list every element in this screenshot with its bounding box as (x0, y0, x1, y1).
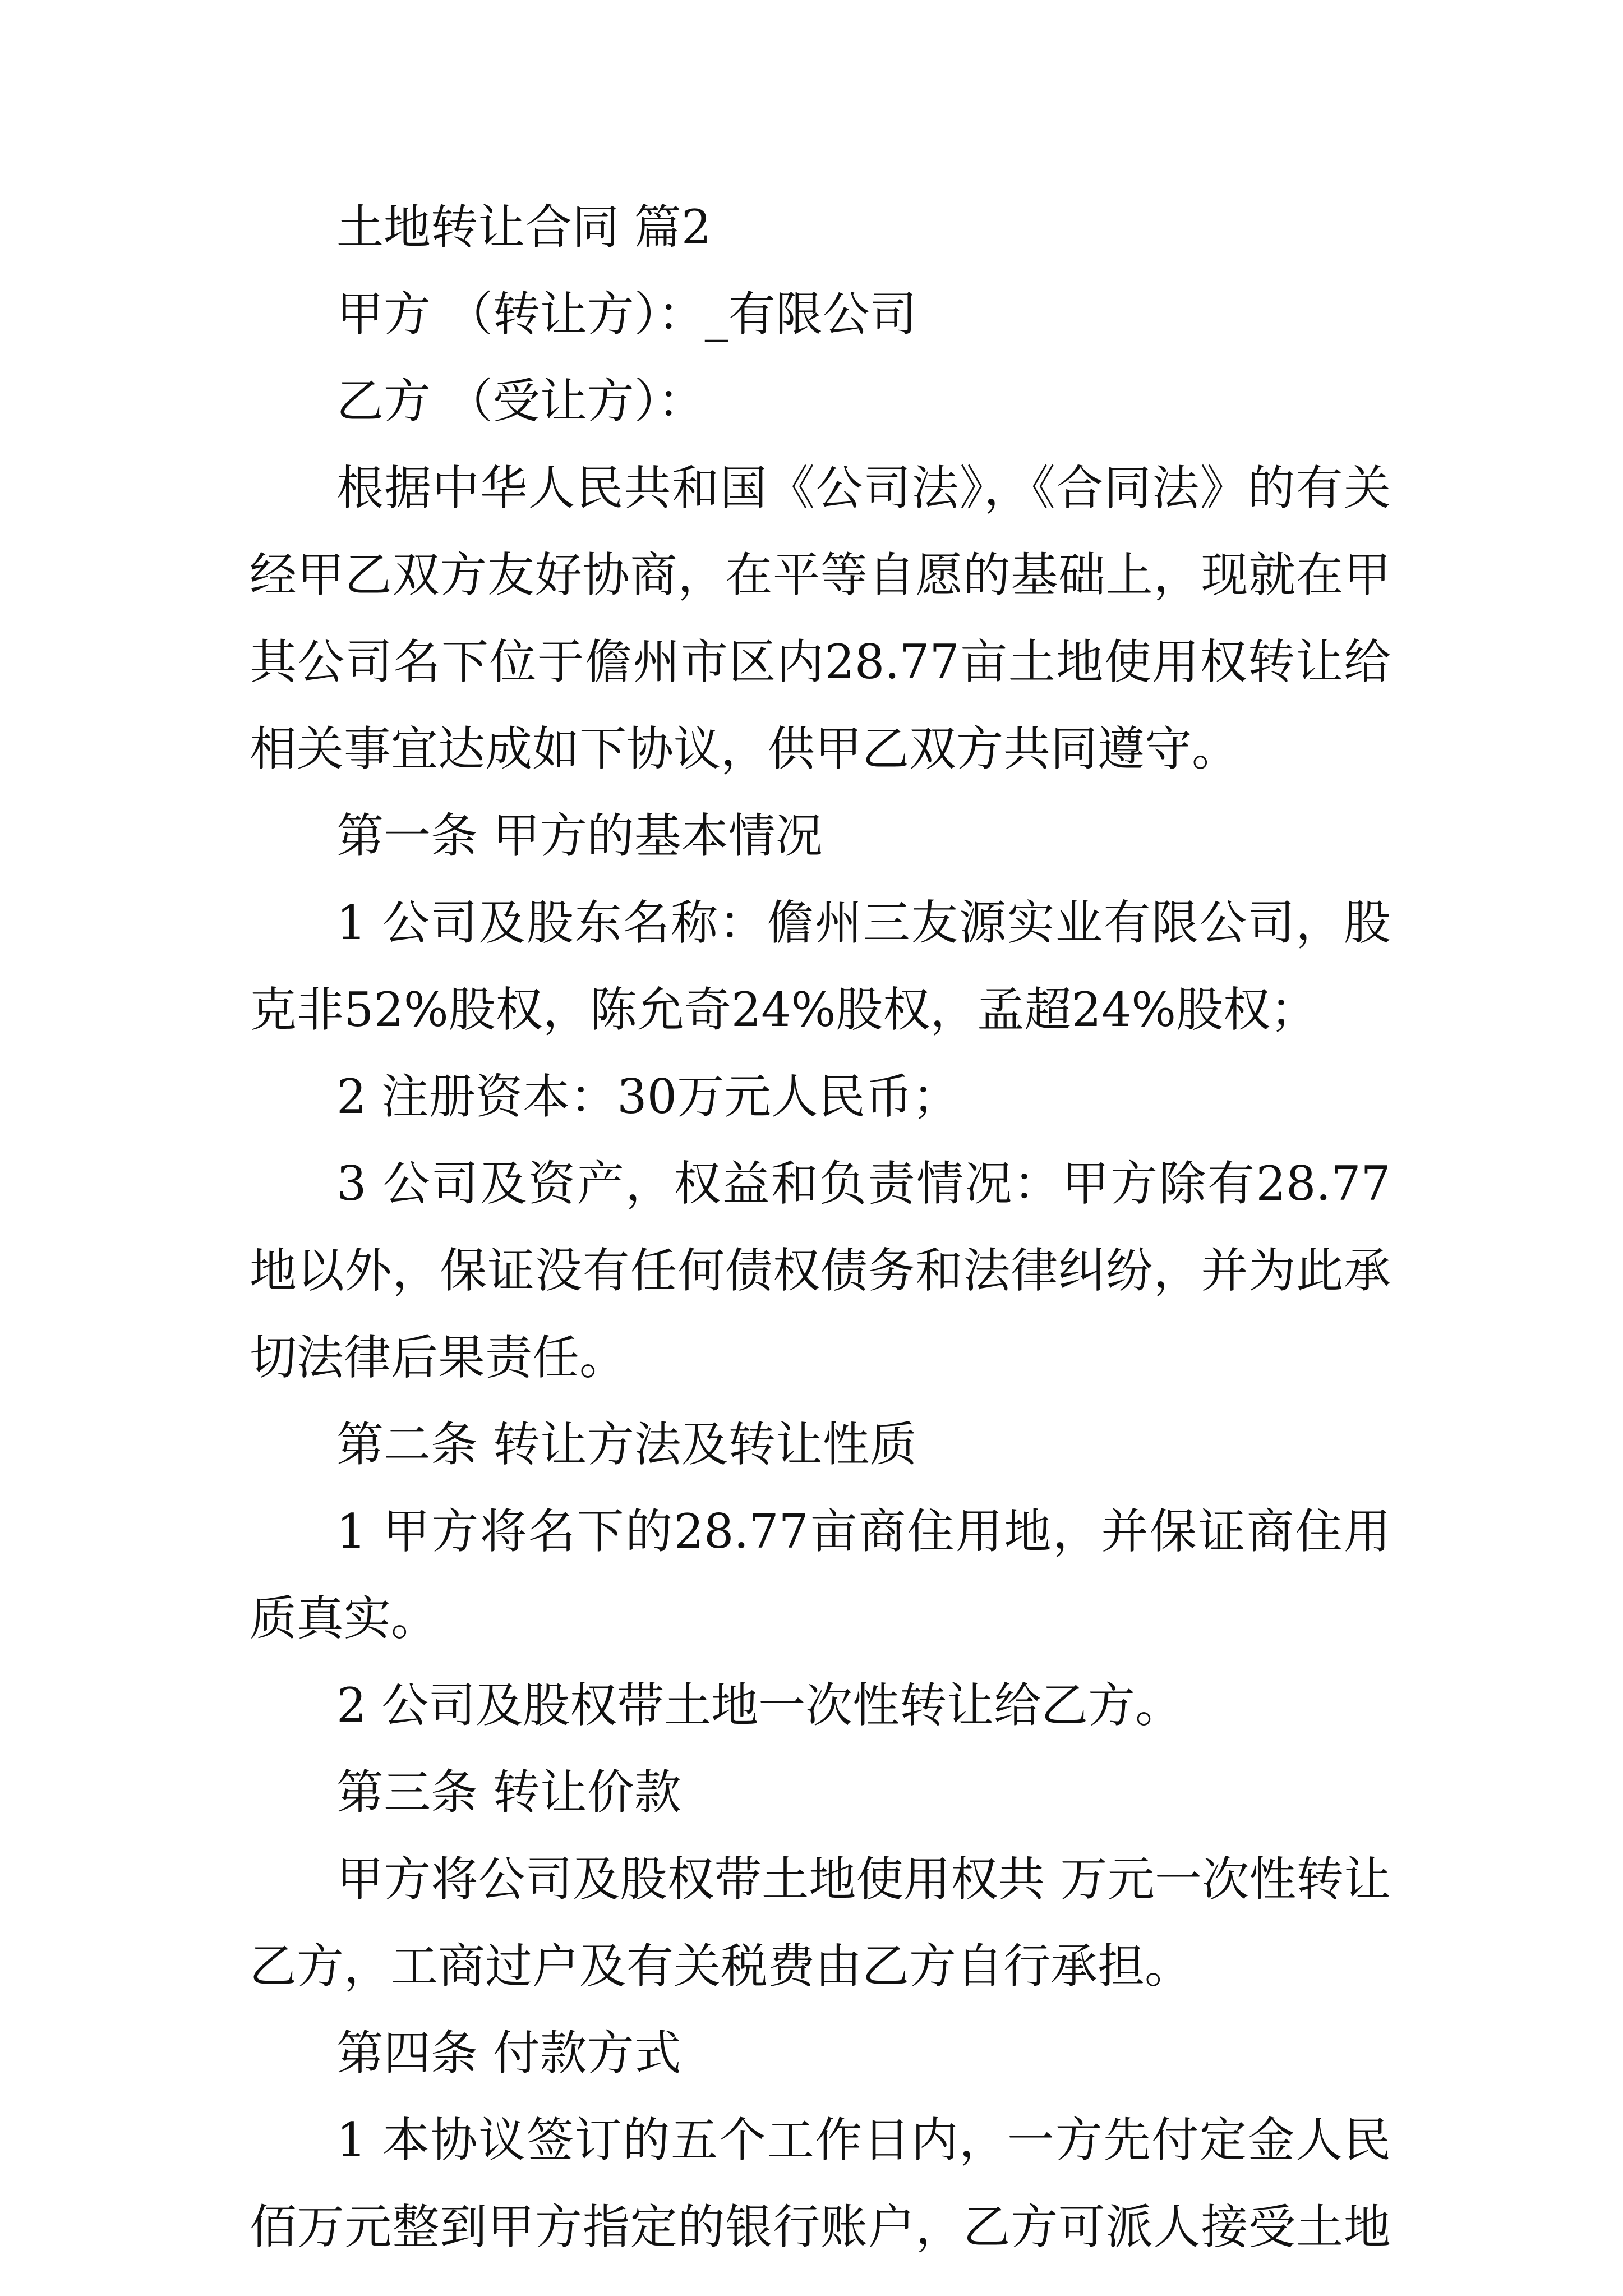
article-heading: 第四条 付款方式 (336, 2026, 681, 2081)
paragraph-line: 质真实。 (250, 1591, 439, 1646)
paragraph-line: 1 本协议签订的五个工作日内，一方先付定金人民 (336, 2113, 1391, 2168)
paragraph-line: 其公司名下位于儋州市区内28.77亩土地使用权转让给 (250, 634, 1391, 689)
paragraph-line: 相关事宜达成如下协议，供甲乙双方共同遵守。 (250, 721, 1239, 776)
paragraph-line: 克非52%股权，陈允奇24%股权，孟超24%股权； (250, 982, 1318, 1037)
article-heading: 第三条 转让价款 (336, 1765, 681, 1820)
article-heading: 第二条 转让方法及转让性质 (336, 1417, 917, 1472)
paragraph-line: 2 公司及股权带土地一次性转让给乙方。 (336, 1678, 1183, 1733)
party-b-line: 乙方 （受让方）： (336, 374, 705, 429)
paragraph-line: 1 甲方将名下的28.77亩商住用地，并保证商住用 (336, 1504, 1391, 1559)
paragraph-line: 甲方将公司及股权带土地使用权共 万元一次性转让 (336, 1852, 1391, 1907)
paragraph-line: 1 公司及股东名称：儋州三友源实业有限公司，股 (336, 895, 1391, 950)
paragraph-line: 佰万元整到甲方指定的银行账户，乙方可派人接受土地 (250, 2200, 1391, 2254)
section-heading: 土地转让合同 篇2 (336, 200, 712, 255)
paragraph-line: 切法律后果责任。 (250, 1330, 627, 1385)
paragraph-line: 根据中华人民共和国《公司法》，《合同法》的有关 (336, 461, 1391, 516)
party-a-line: 甲方 （转让方）：_有限公司 (336, 287, 917, 342)
paragraph-line: 3 公司及资产，权益和负责情况：甲方除有28.77 (336, 1156, 1391, 1211)
paragraph-line: 地以外，保证没有任何债权债务和法律纠纷，并为此承 (250, 1243, 1391, 1298)
paragraph-line: 2 注册资本：30万元人民币； (336, 1069, 960, 1124)
paragraph-line: 经甲乙双方友好协商，在平等自愿的基础上，现就在甲 (250, 547, 1391, 602)
paragraph-line: 乙方，工商过户及有关税费由乙方自行承担。 (250, 1939, 1192, 1994)
article-heading: 第一条 甲方的基本情况 (336, 808, 823, 863)
